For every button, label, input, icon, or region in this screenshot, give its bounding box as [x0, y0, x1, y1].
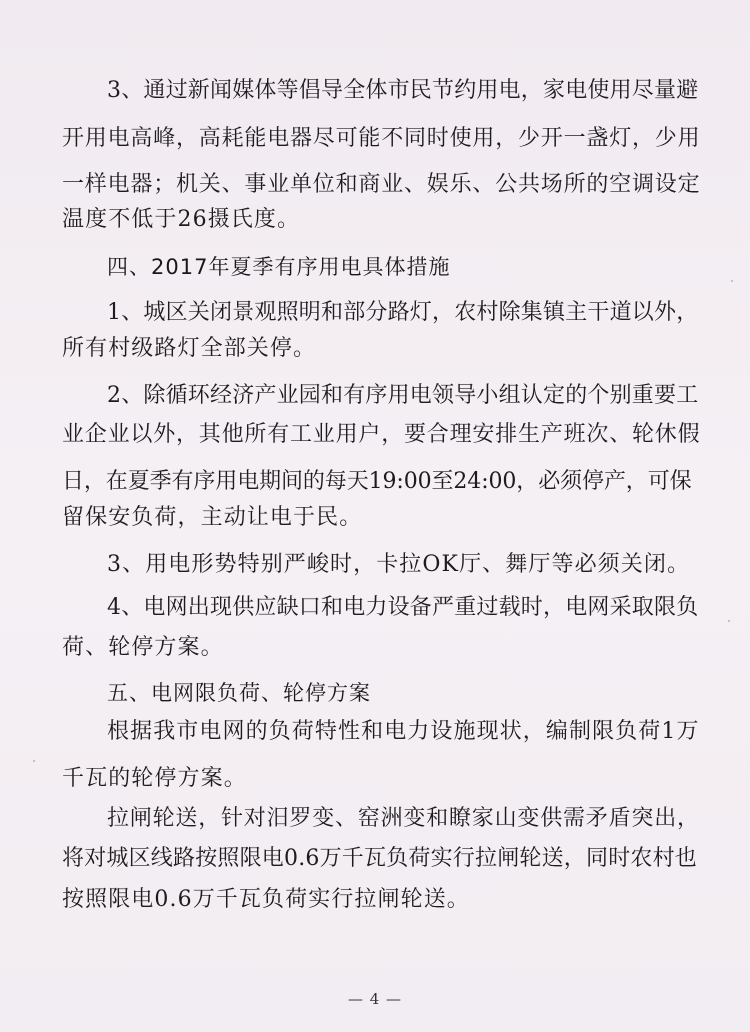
section-5-heading: 五、电网限负荷、轮停方案 [107, 681, 371, 705]
page-number: — 4 — [347, 990, 403, 1008]
text-line: 1、城区关闭景观照明和部分路灯，农村除集镇主干道以外， [107, 300, 699, 325]
scan-speck [728, 620, 730, 622]
scan-speck [731, 280, 733, 282]
text-line: 2、除循环经济产业园和有序用电领导小组认定的个别重要工 [107, 383, 699, 408]
text-line: 4、电网出现供应缺口和电力设备严重过载时，电网采取限负 [107, 595, 699, 620]
text-line: 将对城区线路按照限电0.6万千瓦负荷实行拉闸轮送，同时农村也 [62, 846, 697, 871]
text-line: 拉闸轮送，针对汨罗变、窑洲变和瞭家山变供需矛盾突出， [107, 806, 700, 831]
text-line: 日，在夏季有序用电期间的每天19:00至24:00，必须停产，可保 [62, 469, 692, 494]
text-line: 所有村级路灯全部关停。 [62, 336, 317, 361]
text-line: 温度不低于26摄氏度。 [62, 207, 301, 232]
text-line: 根据我市电网的负荷特性和电力设施现状，编制限负荷1万 [107, 719, 700, 744]
scan-speck [33, 760, 35, 762]
text-line: 留保安负荷，主动让电于民。 [62, 505, 363, 530]
paragraph-measure-3: 3、用电形势特别严峻时，卡拉OK厅、舞厅等必须关闭。 [107, 552, 691, 577]
text-line: 业企业以外，其他所有工业用户，要合理安排生产班次、轮休假 [62, 422, 701, 447]
text-line: 开用电高峰，高耗能电器尽可能不同时使用，少开一盏灯，少用 [62, 126, 701, 151]
text-line: 千瓦的轮停方案。 [62, 766, 247, 791]
text-line: 荷、轮停方案。 [62, 635, 224, 660]
text-line: 按照限电0.6万千瓦负荷实行拉闸轮送。 [62, 887, 470, 912]
text-line: 3、通过新闻媒体等倡导全体市民节约用电，家电使用尽量避 [107, 78, 699, 103]
text-line: 一样电器；机关、事业单位和商业、娱乐、公共场所的空调设定 [62, 172, 701, 197]
section-4-heading: 四、2017年夏季有序用电具体措施 [107, 255, 451, 279]
